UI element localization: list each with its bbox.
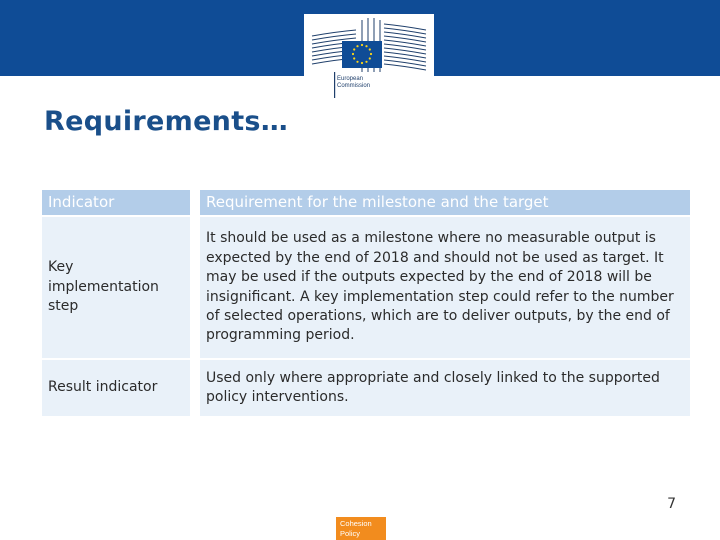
logo-text-line1: European bbox=[337, 76, 364, 82]
requirements-table bbox=[42, 190, 690, 418]
table-row bbox=[42, 217, 690, 360]
requirement-cell: It should be used as a milestone where no measurable output is expected by the end of 2018 and should not be used as target. It may be used if the outputs expected by the end of 2018 will be insignificant. A key implementation step could refer to the number of selected operations, which are to deliver outputs, by the end of programming period. bbox=[200, 217, 690, 360]
indicator-cell: Key implementation step bbox=[42, 217, 200, 360]
indicator-cell: Result indicator bbox=[42, 360, 200, 418]
logo-text bbox=[337, 76, 370, 90]
page-number: 7 bbox=[667, 496, 676, 512]
european-commission-logo bbox=[304, 14, 434, 100]
column-header-indicator: Indicator bbox=[42, 190, 200, 217]
table-row bbox=[42, 360, 690, 418]
requirement-cell: Used only where appropriate and closely linked to the supported policy interventions. bbox=[200, 360, 690, 418]
badge-line2: Policy bbox=[340, 529, 361, 538]
cohesion-policy-badge bbox=[336, 517, 386, 540]
column-header-requirement: Requirement for the milestone and the target bbox=[200, 190, 690, 217]
table-header-row bbox=[42, 190, 690, 217]
badge-line1: Cohesion bbox=[340, 519, 372, 528]
slide-title: Requirements… bbox=[44, 106, 289, 137]
logo-text-line2: Commission bbox=[337, 83, 371, 89]
